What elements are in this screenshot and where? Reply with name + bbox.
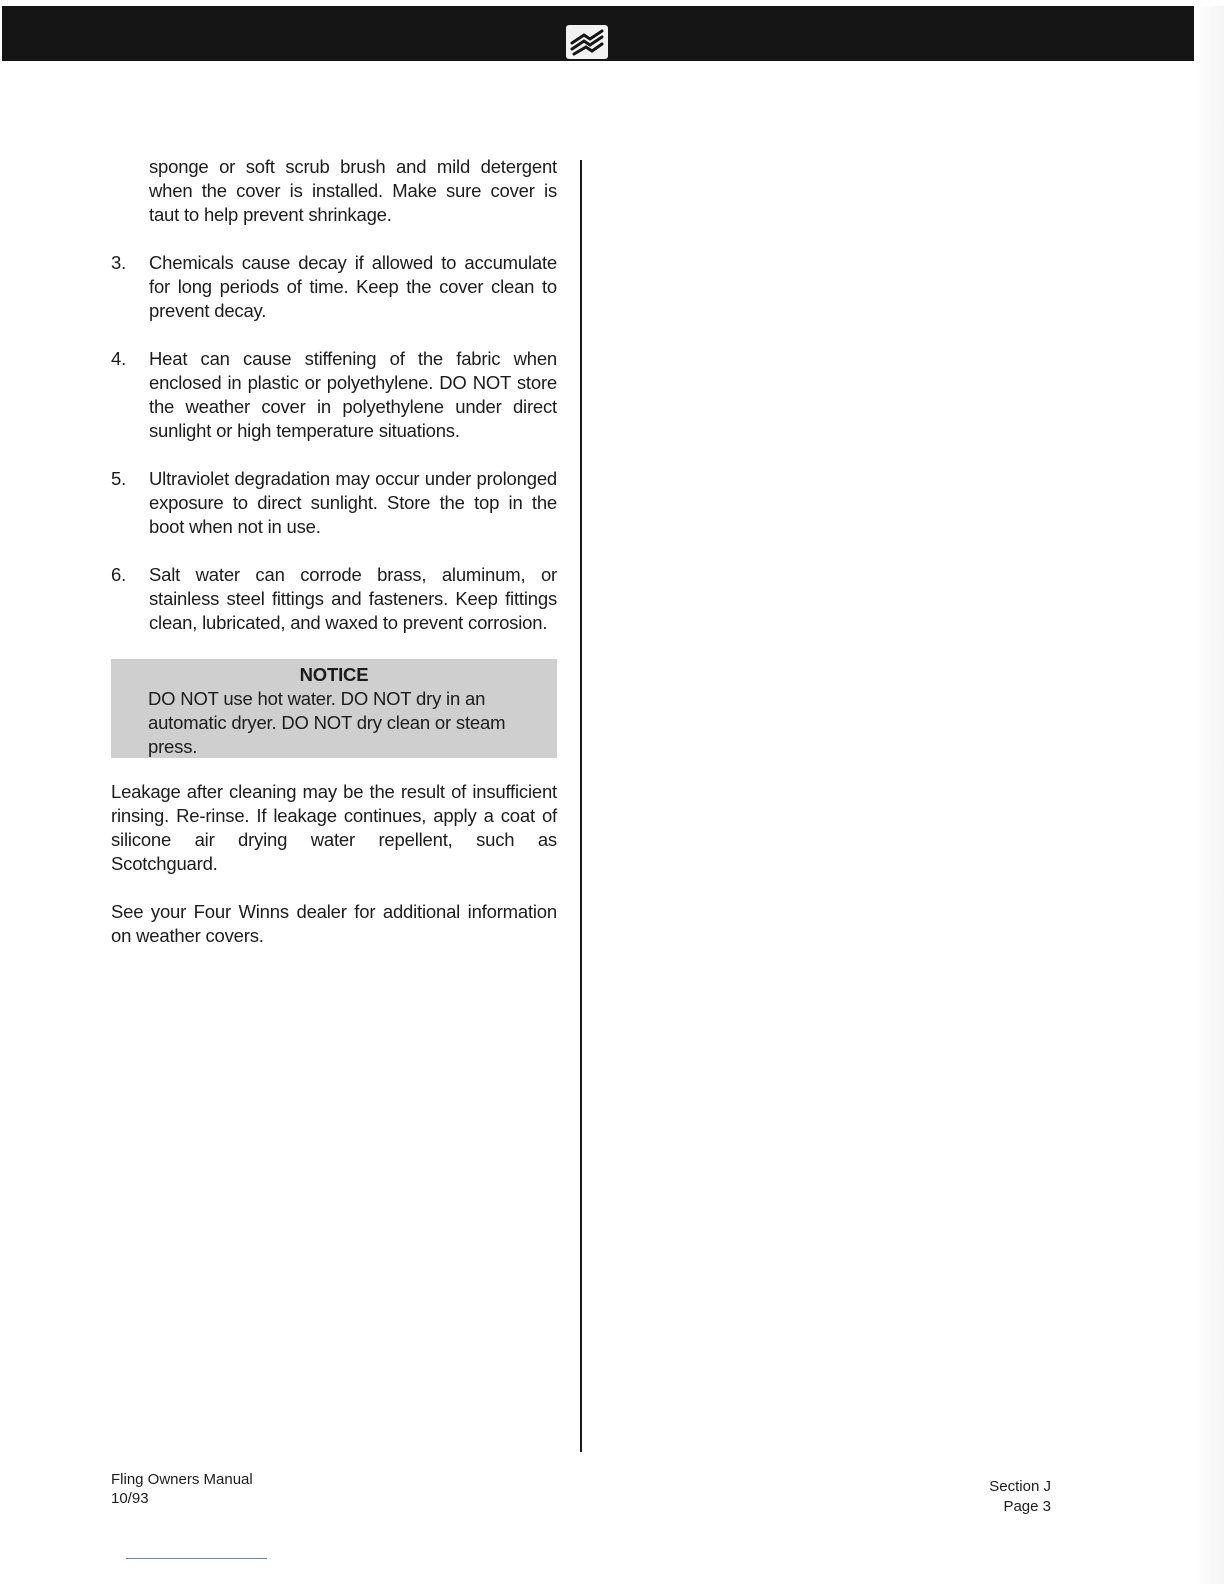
list-item-text: Heat can cause stiffening of the fabric when enclosed in plastic or polyethylene. DO NOT store the weather cover in polyethylene under direct sunlight or high temperature situations.: [149, 348, 557, 441]
page-edge-shadow: [1194, 6, 1224, 1584]
list-item-number: 4.: [111, 348, 127, 369]
section-label: Section J: [989, 1478, 1051, 1495]
manual-date: 10/93: [111, 1490, 149, 1507]
dealer-paragraph: See your Four Winns dealer for additional information on weather covers.: [111, 901, 557, 946]
list-item-text: Salt water can corrode brass, aluminum, or stainless steel fittings and fasteners. Keep fittings clean, lubricated, and waxed to prevent corrosion.: [149, 564, 557, 633]
four-winns-logo-icon: [566, 25, 608, 59]
notice-title: NOTICE: [299, 664, 369, 685]
list-item-number: 6.: [111, 564, 127, 585]
notice-box: [111, 659, 557, 758]
list-item-text: Ultraviolet degradation may occur under prolonged exposure to direct sunlight. Store the top in the boot when not in use.: [149, 468, 557, 537]
page-number: Page 3: [1003, 1498, 1051, 1515]
list-item: [111, 563, 557, 635]
notice-text: DO NOT use hot water. DO NOT dry in an automatic dryer. DO NOT dry clean or steam press.: [148, 688, 506, 757]
bottom-rule: [126, 1558, 267, 1559]
list-item-number: 5.: [111, 468, 127, 489]
leakage-paragraph: Leakage after cleaning may be the result of insufficient rinsing. Re-rinse. If leakage continues, apply a coat of silicone air drying water repellent, such as Scotchguard.: [111, 781, 557, 874]
column-divider: [580, 160, 582, 1452]
left-column: [111, 155, 557, 948]
list-item: [111, 251, 557, 323]
intro-paragraph: sponge or soft scrub brush and mild detergent when the cover is installed. Make sure cover is taut to help prevent shrinkage.: [149, 156, 557, 225]
footer-manual-info: [111, 1470, 253, 1508]
page-header-band: [2, 6, 1194, 61]
list-item-text: Chemicals cause decay if allowed to accumulate for long periods of time. Keep the cover clean to prevent decay.: [149, 252, 557, 321]
footer-page-info: [940, 1477, 1051, 1517]
manual-title: Fling Owners Manual: [111, 1471, 253, 1488]
list-item: [111, 347, 557, 443]
list-item: [111, 467, 557, 539]
list-item-number: 3.: [111, 252, 127, 273]
